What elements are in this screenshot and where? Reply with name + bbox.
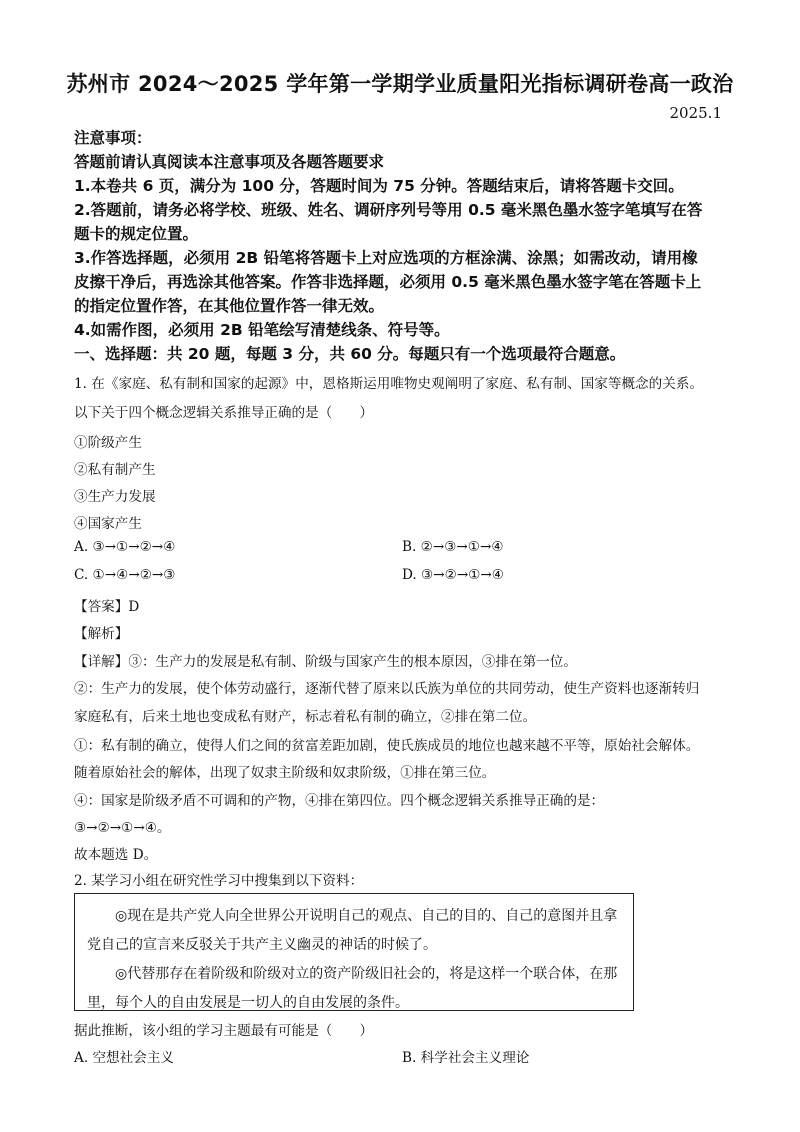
q1-option-d: D. ③→②→①→④: [402, 567, 504, 583]
q1-stem-line2: 以下关于四个概念逻辑关系推导正确的是（ ）: [74, 405, 374, 421]
notice-line: 的指定位置作答，在其他位置作答一律无效。: [74, 297, 385, 315]
q2-quote-1: ◎现在是共产党人向全世界公开说明自己的观点、自己的目的、自己的意图并且拿党自己的宣言来反驳关于共产主义幽灵的神话的时候了。: [87, 908, 618, 953]
notice-line: 皮擦干净后，再选涂其他答案。作答非选择题，必须用 0.5 毫米黑色墨水签字笔在答题卡上: [74, 273, 702, 291]
notice-line: 答题前请认真阅读本注意事项及各题答题要求: [74, 153, 385, 171]
notice-line: 1.本卷共 6 页，满分为 100 分，答题时间为 75 分钟。答题结束后，请将答题卡交回。: [74, 177, 684, 195]
q1-detail-line: ①：私有制的确立，使得人们之间的贫富差距加剧，使氏族成员的地位也越来越不平等，原始社会解体。: [74, 738, 700, 754]
q1-detail-line: ③→②→①→④。: [74, 820, 171, 836]
page-title: 苏州市 2024～2025 学年第一学期学业质量阳光指标调研卷高一政治: [66, 72, 734, 96]
q1-stem-line1: 1. 在《家庭、私有制和国家的起源》中，恩格斯运用唯物史观阐明了家庭、私有制、国家等概念的关系。: [74, 376, 704, 392]
q1-option-b: B. ②→③→①→④: [402, 539, 504, 555]
q1-detail-line: 【详解】③：生产力的发展是私有制、阶级与国家产生的根本原因，③排在第一位。: [74, 654, 577, 670]
q1-answer: 【答案】D: [74, 599, 140, 615]
notice-line: 4.如需作图，必须用 2B 铅笔绘写清楚线条、符号等。: [74, 321, 450, 339]
q1-item: ①阶级产生: [74, 435, 142, 451]
q2-quote-2: ◎代替那存在着阶级和阶级对立的资产阶级旧社会的，将是这样一个联合体，在那里，每个人的自由发展是一切人的自由发展的条件。: [87, 966, 618, 1011]
q1-item: ④国家产生: [74, 516, 142, 532]
q2-option-b: B. 科学社会主义理论: [402, 1050, 530, 1066]
notice-section: [74, 126, 734, 366]
notice-line: 题卡的规定位置。: [74, 225, 199, 243]
exam-date: 2025.1: [669, 104, 722, 122]
q1-detail-line: ④：国家是阶级矛盾不可调和的产物，④排在第四位。四个概念逻辑关系推导正确的是：: [74, 793, 605, 809]
q1-item: ③生产力发展: [74, 489, 156, 505]
q2-question: 据此推断，该小组的学习主题最有可能是（ ）: [74, 1023, 374, 1039]
notice-line: 3.作答选择题，必须用 2B 铅笔将答题卡上对应选项的方框涂满、涂黑；如需改动，请用橡: [74, 249, 698, 267]
notice-heading: 注意事项：: [74, 129, 152, 147]
q2-quote-box: [74, 893, 634, 1011]
q1-analysis-label: 【解析】: [74, 626, 129, 642]
notice-line: 2.答题前，请务必将学校、班级、姓名、调研序列号等用 0.5 毫米黑色墨水签字笔填写在答: [74, 201, 703, 219]
q1-option-c: C. ①→④→②→③: [74, 567, 176, 583]
q1-detail-line: 故本题选 D。: [74, 847, 158, 863]
section-heading: 一、选择题：共 20 题，每题 3 分，共 60 分。每题只有一个选项最符合题意。: [74, 345, 626, 363]
q1-item: ②私有制产生: [74, 462, 156, 478]
q1-detail-line: 随着原始社会的解体，出现了奴隶主阶级和奴隶阶级，①排在第三位。: [74, 765, 496, 781]
q1-detail-line: 家庭私有，后来土地也变成私有财产，标志着私有制的确立，②排在第二位。: [74, 709, 537, 725]
q2-option-a: A. 空想社会主义: [74, 1050, 175, 1066]
q1-detail-line: ②：生产力的发展，使个体劳动盛行，逐渐代替了原来以氏族为单位的共同劳动，使生产资料也逐渐转归: [74, 681, 700, 697]
q2-stem: 2. 某学习小组在研究性学习中搜集到以下资料：: [74, 873, 364, 889]
q1-option-a: A. ③→①→②→④: [74, 539, 176, 555]
